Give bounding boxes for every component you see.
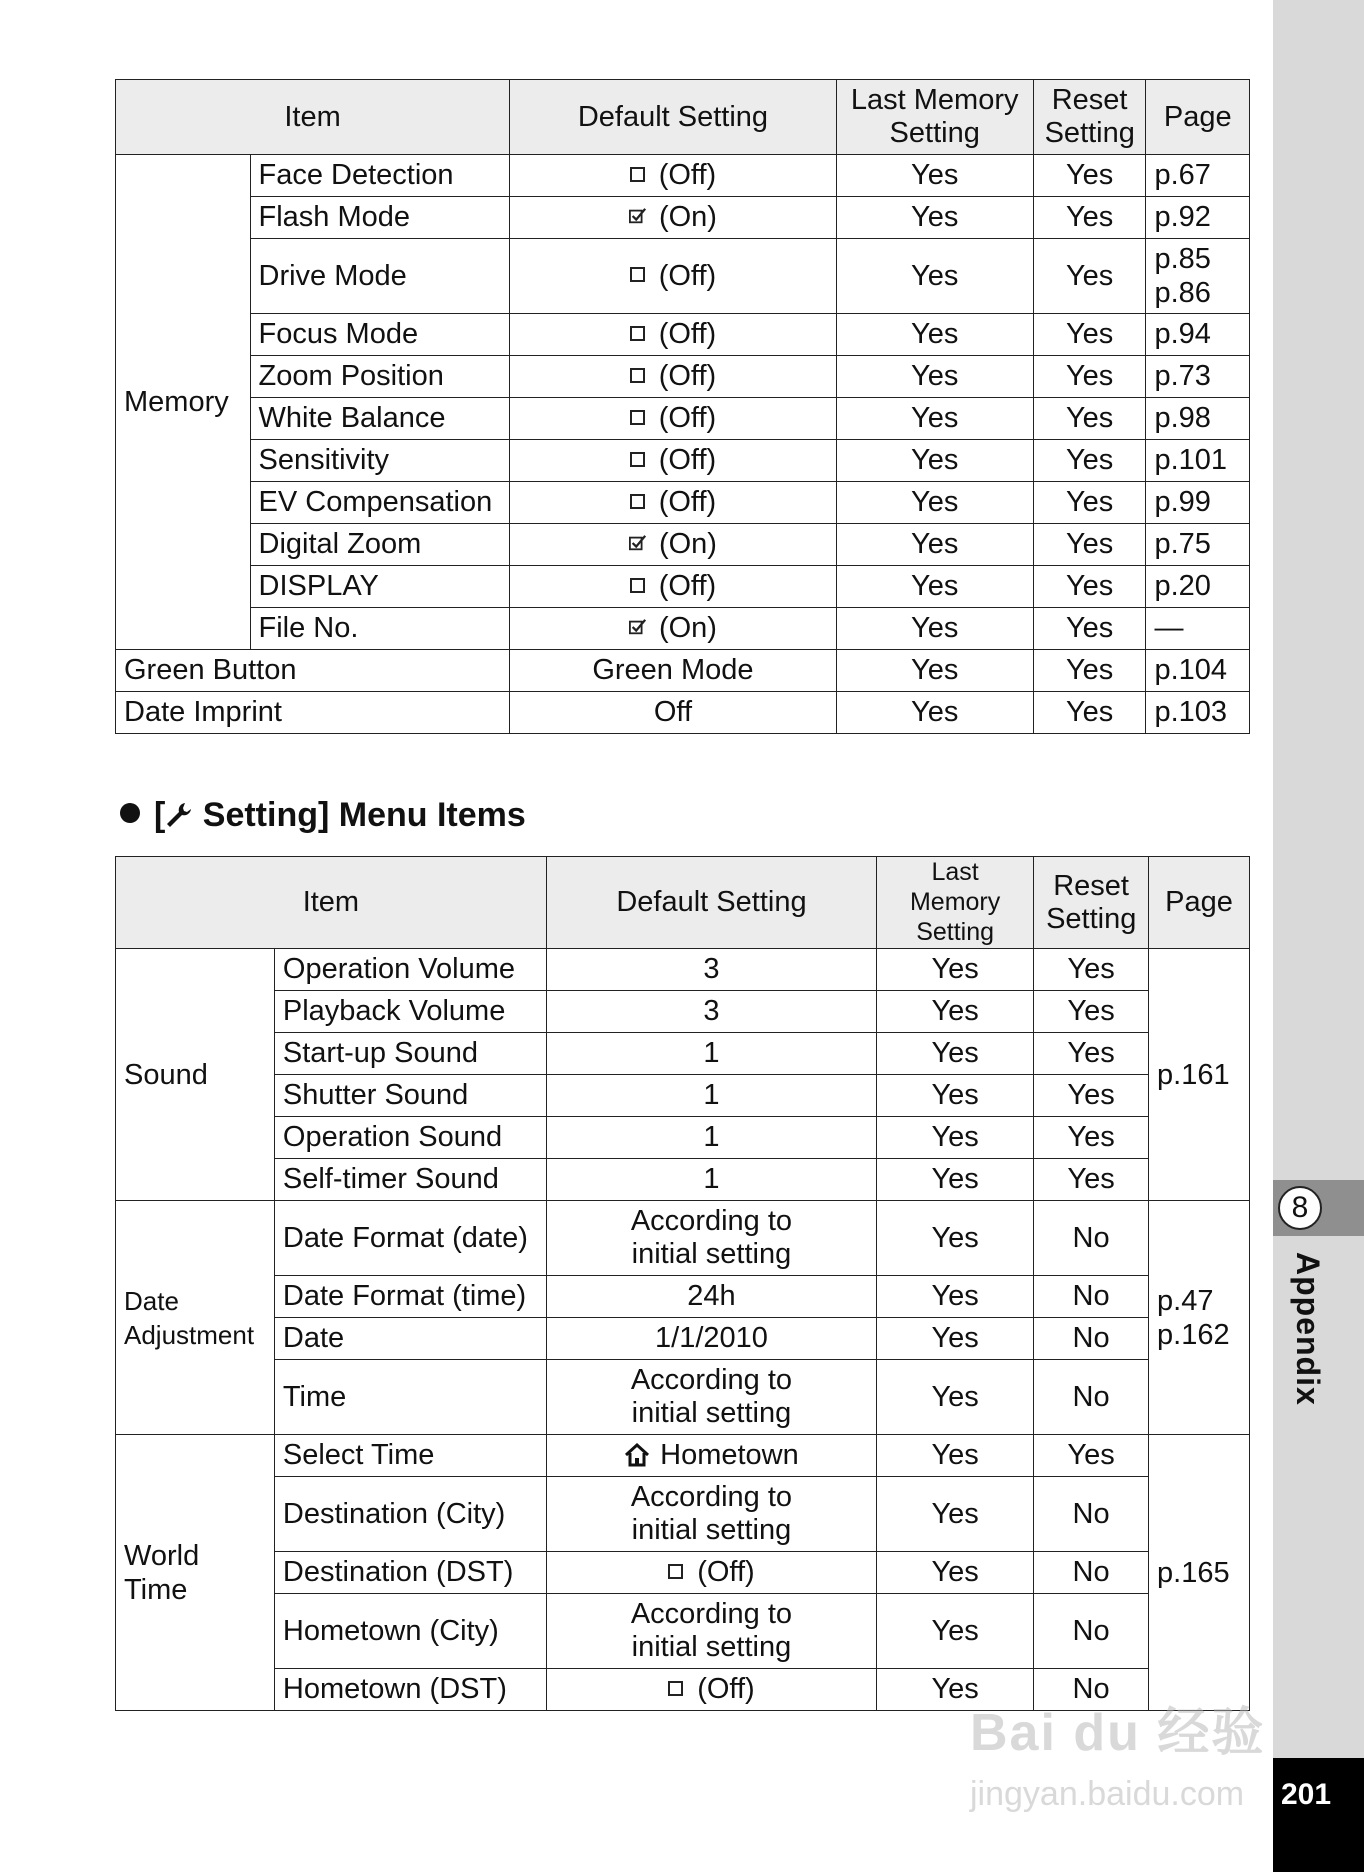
- reset-value: No: [1034, 1594, 1149, 1669]
- default-setting: [546, 1477, 876, 1552]
- last-memory-value: Yes: [836, 482, 1033, 524]
- reset-value: Yes: [1033, 314, 1146, 356]
- default-setting: [510, 524, 837, 566]
- item-name: Focus Mode: [250, 314, 510, 356]
- last-memory-value: Yes: [836, 650, 1033, 692]
- page-ref: p.103: [1146, 692, 1250, 734]
- last-memory-value: Yes: [836, 566, 1033, 608]
- table-row: [116, 991, 1250, 1033]
- last-memory-value: Yes: [877, 1669, 1034, 1711]
- default-value: According to initial setting: [630, 1598, 793, 1663]
- default-value: Hometown: [660, 1439, 799, 1471]
- item-name: Destination (City): [274, 1477, 546, 1552]
- default-value: 3: [703, 995, 720, 1027]
- reset-value: Yes: [1034, 1033, 1149, 1075]
- page-ref: p.85 p.86: [1146, 239, 1250, 314]
- last-memory-value: Yes: [836, 197, 1033, 239]
- default-value: (Off): [658, 570, 717, 602]
- page-ref: —: [1146, 608, 1250, 650]
- default-setting: [546, 1435, 876, 1477]
- table-row: [116, 1435, 1250, 1477]
- table-row: [116, 1276, 1250, 1318]
- reset-value: Yes: [1033, 482, 1146, 524]
- item-name: Sensitivity: [250, 440, 510, 482]
- reset-value: Yes: [1034, 1117, 1149, 1159]
- last-memory-value: Yes: [836, 356, 1033, 398]
- last-memory-value: Yes: [877, 1552, 1034, 1594]
- table-row: [116, 1033, 1250, 1075]
- default-value: According to initial setting: [630, 1481, 793, 1546]
- last-memory-value: Yes: [836, 398, 1033, 440]
- default-value: (Off): [658, 318, 717, 350]
- page-ref: p.20: [1146, 566, 1250, 608]
- unchecked-box-icon: [668, 1681, 683, 1696]
- page-ref: p.101: [1146, 440, 1250, 482]
- default-setting: Off: [510, 692, 837, 734]
- table-row: [116, 650, 1250, 692]
- item-name: File No.: [250, 608, 510, 650]
- default-value: (On): [658, 201, 717, 233]
- last-memory-value: Yes: [836, 440, 1033, 482]
- default-value: 1: [703, 1121, 720, 1153]
- last-memory-value: Yes: [836, 524, 1033, 566]
- reset-value: No: [1034, 1276, 1149, 1318]
- default-value: 1: [703, 1037, 720, 1069]
- item-name: Select Time: [274, 1435, 546, 1477]
- table-row: [116, 239, 1250, 314]
- item-name: Digital Zoom: [250, 524, 510, 566]
- header-item: Item: [116, 857, 547, 949]
- header-default-setting: Default Setting: [510, 80, 837, 155]
- last-memory-value: Yes: [877, 1318, 1034, 1360]
- default-setting: [546, 1159, 876, 1201]
- chapter-sidebar: [1273, 0, 1364, 1872]
- table-row: [116, 1075, 1250, 1117]
- last-memory-value: Yes: [877, 1075, 1034, 1117]
- header-reset: Reset Setting: [1033, 80, 1146, 155]
- default-value: (Off): [658, 486, 717, 518]
- table-row: [116, 1594, 1250, 1669]
- default-setting: [546, 1276, 876, 1318]
- default-setting: [546, 1033, 876, 1075]
- last-memory-value: Yes: [877, 1594, 1034, 1669]
- default-setting: [546, 1117, 876, 1159]
- item-name: Time: [274, 1360, 546, 1435]
- reset-value: Yes: [1033, 650, 1146, 692]
- last-memory-value: Yes: [836, 314, 1033, 356]
- page-ref: p.47 p.162: [1149, 1201, 1250, 1435]
- table-row: [116, 398, 1250, 440]
- unchecked-box-icon: [630, 267, 645, 282]
- default-setting: [546, 1594, 876, 1669]
- checked-box-icon: [629, 618, 647, 636]
- setting-menu-table: [115, 856, 1250, 1711]
- reset-value: No: [1034, 1318, 1149, 1360]
- unchecked-box-icon: [630, 410, 645, 425]
- unchecked-box-icon: [630, 368, 645, 383]
- table-row: [116, 1117, 1250, 1159]
- table-row: [116, 1201, 1250, 1276]
- chapter-title: Appendix: [1290, 1252, 1326, 1406]
- default-value: (On): [658, 612, 717, 644]
- default-setting: [546, 949, 876, 991]
- item-name: Operation Volume: [274, 949, 546, 991]
- default-setting: [510, 239, 837, 314]
- table-row: [116, 155, 1250, 197]
- table-row: [116, 1318, 1250, 1360]
- table-row: [116, 1159, 1250, 1201]
- default-value: 1: [703, 1163, 720, 1195]
- group-label-world-time: World Time: [116, 1435, 275, 1711]
- bullet-icon: [120, 803, 140, 823]
- last-memory-value: Yes: [836, 692, 1033, 734]
- unchecked-box-icon: [630, 578, 645, 593]
- default-setting: [546, 1669, 876, 1711]
- item-name: Date Format (date): [274, 1201, 546, 1276]
- group-label-memory: Memory: [116, 155, 251, 650]
- item-name: EV Compensation: [250, 482, 510, 524]
- reset-value: No: [1034, 1360, 1149, 1435]
- last-memory-value: Yes: [877, 1477, 1034, 1552]
- default-setting: [510, 155, 837, 197]
- item-name: DISPLAY: [250, 566, 510, 608]
- reset-value: No: [1034, 1552, 1149, 1594]
- unchecked-box-icon: [630, 167, 645, 182]
- item-name: Hometown (City): [274, 1594, 546, 1669]
- memory-settings-table: [115, 79, 1250, 734]
- header-default-setting: Default Setting: [546, 857, 876, 949]
- default-value: 24h: [687, 1280, 736, 1312]
- default-setting: [546, 1201, 876, 1276]
- table-row: [116, 314, 1250, 356]
- reset-value: No: [1034, 1477, 1149, 1552]
- default-value: (On): [658, 528, 717, 560]
- unchecked-box-icon: [630, 326, 645, 341]
- wrench-icon: [165, 801, 193, 829]
- table-row: [116, 1360, 1250, 1435]
- chapter-number: 8: [1278, 1186, 1322, 1230]
- table-row: [116, 524, 1250, 566]
- last-memory-value: Yes: [836, 155, 1033, 197]
- reset-value: Yes: [1033, 197, 1146, 239]
- unchecked-box-icon: [668, 1564, 683, 1579]
- page-ref: p.161: [1149, 949, 1250, 1201]
- last-memory-value: Yes: [877, 991, 1034, 1033]
- group-label-date-adjustment: Date Adjustment: [116, 1201, 275, 1435]
- item-name: Self-timer Sound: [274, 1159, 546, 1201]
- watermark-url: jingyan.baidu.com: [970, 1775, 1245, 1813]
- default-value: 1/1/2010: [655, 1322, 768, 1354]
- table-row: [116, 608, 1250, 650]
- last-memory-value: Yes: [877, 949, 1034, 991]
- default-setting: [546, 1318, 876, 1360]
- reset-value: No: [1034, 1669, 1149, 1711]
- reset-value: Yes: [1033, 356, 1146, 398]
- header-page: Page: [1149, 857, 1250, 949]
- default-value: (Off): [658, 159, 717, 191]
- default-value: 3: [703, 953, 720, 985]
- default-value: (Off): [658, 360, 717, 392]
- item-name: Date Imprint: [116, 692, 510, 734]
- page-ref: p.165: [1149, 1435, 1250, 1711]
- page-ref: p.67: [1146, 155, 1250, 197]
- default-setting: [510, 314, 837, 356]
- unchecked-box-icon: [630, 452, 645, 467]
- checked-box-icon: [629, 207, 647, 225]
- page-ref: p.99: [1146, 482, 1250, 524]
- default-setting: Green Mode: [510, 650, 837, 692]
- table-row: [116, 356, 1250, 398]
- default-value: (Off): [658, 402, 717, 434]
- item-name: Face Detection: [250, 155, 510, 197]
- last-memory-value: Yes: [877, 1276, 1034, 1318]
- table-row: [116, 566, 1250, 608]
- default-setting: [510, 566, 837, 608]
- last-memory-value: Yes: [836, 608, 1033, 650]
- default-value: (Off): [658, 259, 717, 292]
- item-name: Drive Mode: [250, 239, 510, 314]
- reset-value: Yes: [1034, 1159, 1149, 1201]
- header-page: Page: [1146, 80, 1250, 155]
- table-row: [116, 949, 1250, 991]
- reset-value: Yes: [1034, 991, 1149, 1033]
- section-heading: [ Setting] Menu Items: [120, 796, 526, 835]
- reset-value: Yes: [1033, 692, 1146, 734]
- reset-value: Yes: [1034, 1435, 1149, 1477]
- item-name: Zoom Position: [250, 356, 510, 398]
- watermark-logo: Bai du 经验: [970, 1704, 1266, 1762]
- default-setting: [510, 398, 837, 440]
- default-setting: [510, 482, 837, 524]
- unchecked-box-icon: [630, 494, 645, 509]
- reset-value: Yes: [1033, 398, 1146, 440]
- table-row: [116, 1552, 1250, 1594]
- item-name: White Balance: [250, 398, 510, 440]
- default-setting: [546, 991, 876, 1033]
- checked-box-icon: [629, 534, 647, 552]
- last-memory-value: Yes: [877, 1435, 1034, 1477]
- header-last-memory: Last Memory Setting: [836, 80, 1033, 155]
- header-reset: Reset Setting: [1034, 857, 1149, 949]
- default-value: (Off): [658, 444, 717, 476]
- item-name: Date Format (time): [274, 1276, 546, 1318]
- reset-value: Yes: [1033, 524, 1146, 566]
- page-ref: p.92: [1146, 197, 1250, 239]
- reset-value: Yes: [1033, 608, 1146, 650]
- item-name: Date: [274, 1318, 546, 1360]
- default-setting: [546, 1075, 876, 1117]
- table-header-row: [116, 80, 1250, 155]
- default-setting: [546, 1552, 876, 1594]
- last-memory-value: Yes: [877, 1201, 1034, 1276]
- item-name: Start-up Sound: [274, 1033, 546, 1075]
- default-setting: [546, 1360, 876, 1435]
- item-name: Playback Volume: [274, 991, 546, 1033]
- table-row: [116, 692, 1250, 734]
- page-ref: p.94: [1146, 314, 1250, 356]
- reset-value: No: [1034, 1201, 1149, 1276]
- last-memory-value: Yes: [877, 1033, 1034, 1075]
- last-memory-value: Yes: [877, 1159, 1034, 1201]
- page-ref: p.75: [1146, 524, 1250, 566]
- default-setting: [510, 197, 837, 239]
- item-name: Shutter Sound: [274, 1075, 546, 1117]
- page-ref: p.98: [1146, 398, 1250, 440]
- table-header-row: [116, 857, 1250, 949]
- page-ref: p.73: [1146, 356, 1250, 398]
- reset-value: Yes: [1033, 440, 1146, 482]
- table-row: [116, 482, 1250, 524]
- reset-value: Yes: [1033, 566, 1146, 608]
- page-number: 201: [1273, 1758, 1364, 1872]
- default-value: According to initial setting: [630, 1364, 793, 1429]
- default-setting: [510, 356, 837, 398]
- default-value: (Off): [697, 1673, 755, 1705]
- item-name: Operation Sound: [274, 1117, 546, 1159]
- home-icon: [624, 1443, 650, 1467]
- last-memory-value: Yes: [877, 1360, 1034, 1435]
- header-item: Item: [116, 80, 510, 155]
- page-ref: p.104: [1146, 650, 1250, 692]
- table-row: [116, 440, 1250, 482]
- last-memory-value: Yes: [877, 1117, 1034, 1159]
- table-row: [116, 197, 1250, 239]
- reset-value: Yes: [1033, 239, 1146, 314]
- reset-value: Yes: [1034, 949, 1149, 991]
- table-row: [116, 1477, 1250, 1552]
- default-value: 1: [703, 1079, 720, 1111]
- default-value: According to initial setting: [630, 1205, 793, 1270]
- item-name: Hometown (DST): [274, 1669, 546, 1711]
- default-setting: [510, 440, 837, 482]
- header-last-memory: Last Memory Setting: [877, 857, 1034, 949]
- reset-value: Yes: [1033, 155, 1146, 197]
- item-name: Green Button: [116, 650, 510, 692]
- last-memory-value: Yes: [836, 239, 1033, 314]
- reset-value: Yes: [1034, 1075, 1149, 1117]
- group-label-sound: Sound: [116, 949, 275, 1201]
- item-name: Destination (DST): [274, 1552, 546, 1594]
- item-name: Flash Mode: [250, 197, 510, 239]
- default-setting: [510, 608, 837, 650]
- default-value: (Off): [697, 1556, 755, 1588]
